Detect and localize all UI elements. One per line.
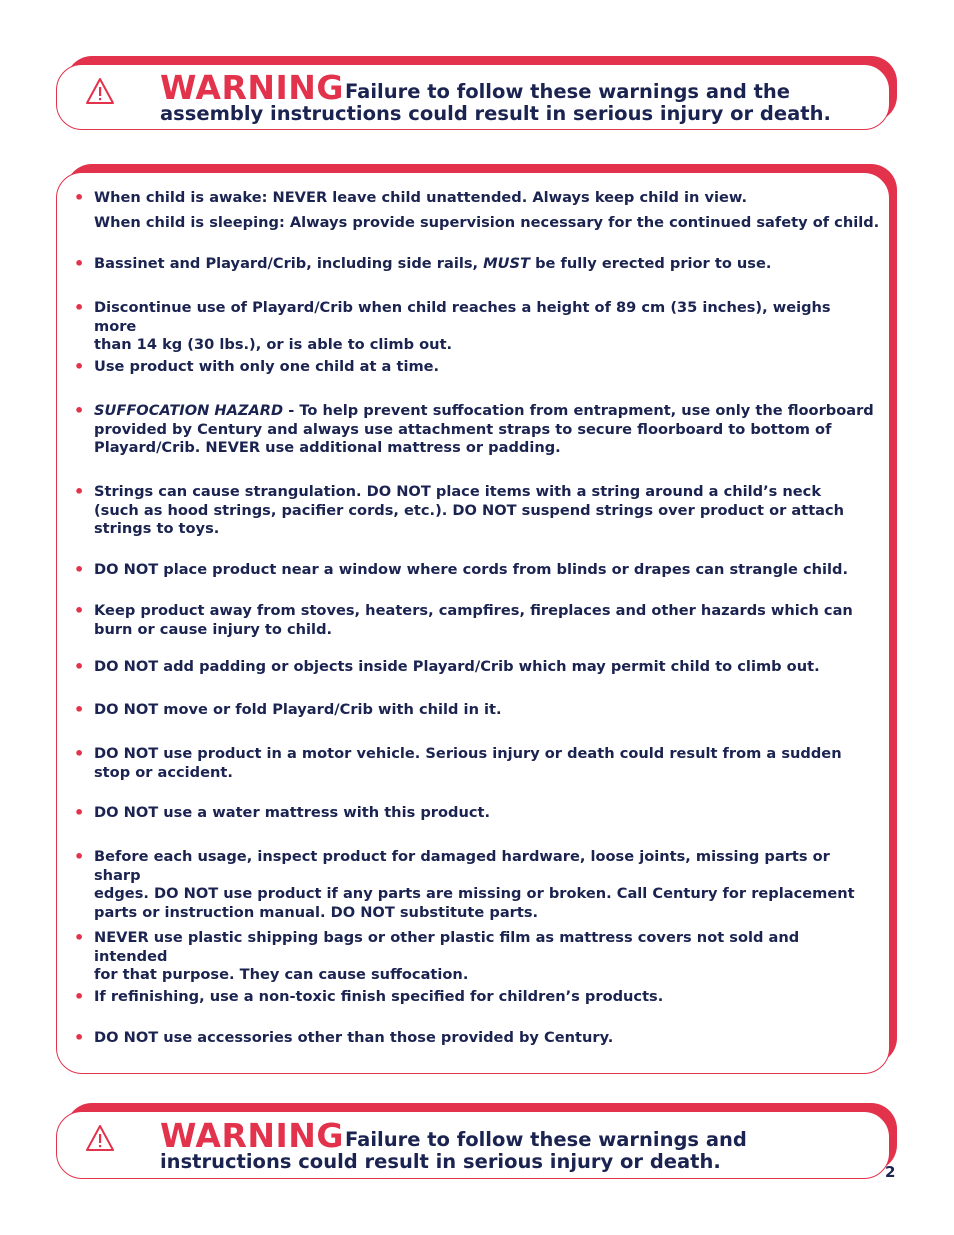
warning-text-line1: Failure to follow these warnings and	[345, 1128, 747, 1151]
bullet-icon: •	[74, 482, 85, 501]
list-item: • DO NOT use product in a motor vehicle. Serious injury or death could result from a sudden stop or accident.	[74, 744, 842, 781]
warning-heading: WARNING	[160, 1116, 344, 1155]
bullet-icon: •	[74, 560, 85, 579]
bullet-icon: •	[74, 357, 85, 376]
list-item: • DO NOT add padding or objects inside Playard/Crib which may permit child to climb out.	[74, 657, 820, 676]
list-item: • Before each usage, inspect product for damaged hardware, loose joints, missing parts or sharp edges. DO NOT use product if any parts are missing or broken. Call Century for replacement parts or instruction manual. DO NOT substitute parts.	[74, 847, 855, 921]
warning-text-line1: Failure to follow these warnings and the	[345, 80, 791, 103]
bullet-icon: •	[74, 1028, 85, 1047]
warning-triangle-icon	[85, 77, 115, 105]
list-item: • Bassinet and Playard/Crib, including side rails, MUST be fully erected prior to use.	[74, 254, 772, 273]
list-item: • Use product with only one child at a time.	[74, 357, 440, 376]
list-item: • When child is awake: NEVER leave child unattended. Always keep child in view.	[74, 188, 748, 207]
sleeping-supervision-text: When child is sleeping: Always provide supervision necessary for the continued safety of child.	[94, 214, 880, 231]
bullet-icon: •	[74, 700, 85, 719]
list-item: • If refinishing, use a non-toxic finish specified for children’s products.	[74, 987, 664, 1006]
warning-text-line2: assembly instructions could result in serious injury or death.	[160, 102, 831, 125]
page-number: 2	[885, 1163, 896, 1181]
bullet-icon: •	[74, 657, 85, 676]
list-item: • Keep product away from stoves, heaters, campfires, fireplaces and other hazards which can burn or cause injury to child.	[74, 601, 853, 638]
bullet-icon: •	[74, 744, 85, 763]
list-item: • Strings can cause strangulation. DO NOT place items with a string around a child’s neck (such as hood strings, pacifier cords, etc.). DO NOT suspend strings over product or attach strings to toys.	[74, 482, 845, 537]
warning-text-line2: instructions could result in serious injury or death.	[160, 1150, 721, 1173]
list-item: • SUFFOCATION HAZARD - To help prevent suffocation from entrapment, use only the floorboard provided by Century and always use attachment straps to secure floorboard to bottom of Playard/Crib. NEVER use additional mattress or padding.	[74, 401, 874, 456]
list-item: • DO NOT place product near a window where cords from blinds or drapes can strangle child.	[74, 560, 849, 579]
bullet-icon: •	[74, 254, 85, 273]
bullet-icon: •	[74, 847, 85, 866]
list-item: • DO NOT use a water mattress with this product.	[74, 803, 491, 822]
list-item: • NEVER use plastic shipping bags or other plastic film as mattress covers not sold and intended for that purpose. They can cause suffocation.	[74, 928, 800, 983]
bullet-icon: •	[74, 987, 85, 1006]
bullet-icon: •	[74, 803, 85, 822]
list-item: • DO NOT move or fold Playard/Crib with child in it.	[74, 700, 502, 719]
bullet-icon: •	[74, 188, 85, 207]
bullet-icon: •	[74, 928, 85, 947]
bullet-icon: •	[74, 298, 85, 317]
bullet-icon: •	[74, 401, 85, 420]
list-item: • DO NOT use accessories other than those provided by Century.	[74, 1028, 614, 1047]
warning-heading: WARNING	[160, 68, 344, 107]
bullet-icon: •	[74, 601, 85, 620]
warning-triangle-icon	[85, 1124, 115, 1152]
list-item: • Discontinue use of Playard/Crib when child reaches a height of 89 cm (35 inches), weighs more than 14 kg (30 lbs.), or is able to climb out.	[74, 298, 831, 353]
